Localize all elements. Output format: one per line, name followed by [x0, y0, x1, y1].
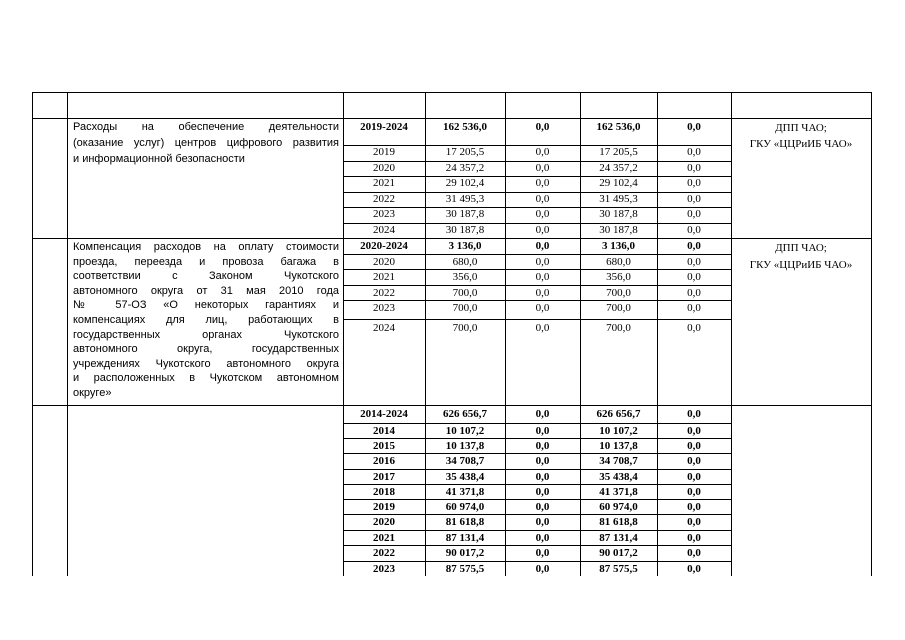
amount-district: 81 618,8: [599, 516, 638, 528]
year-row-divider: [343, 514, 732, 515]
amount-other: 0,0: [687, 471, 701, 483]
row-divider: [32, 238, 872, 239]
amount-other: 0,0: [687, 121, 701, 133]
year-cell: 2022: [373, 287, 395, 299]
row-description-line: и расположенных в Чукотском автономном: [73, 372, 339, 385]
amount-district: 700,0: [606, 302, 631, 314]
year-row-divider: [343, 484, 732, 485]
amount-total: 700,0: [452, 302, 478, 314]
row-description-line: компенсациях для лиц, работающих в: [73, 314, 339, 326]
year-row-divider: [343, 561, 732, 562]
amount-other: 0,0: [687, 193, 701, 205]
amount-total: 700,0: [452, 287, 478, 299]
amount-federal: 0,0: [535, 224, 550, 236]
amount-total: 30 187,8: [445, 208, 485, 220]
amount-federal: 0,0: [535, 302, 550, 314]
year-cell: 2019: [373, 146, 395, 158]
amount-district: 87 575,5: [599, 563, 638, 575]
amount-total: 30 187,8: [445, 224, 485, 236]
row-description-line: автономного округа от 31 мая 2010 года: [73, 284, 339, 297]
table-border: [32, 92, 33, 576]
amount-other: 0,0: [687, 256, 701, 268]
amount-district: 10 137,8: [599, 440, 638, 452]
amount-total: 81 618,8: [445, 516, 485, 528]
amount-district: 41 371,8: [599, 486, 638, 498]
row-description-line: соответствии с Законом Чукотского: [73, 270, 339, 283]
row-description-line: учреждениях Чукотского автономного округа: [73, 357, 339, 370]
amount-district: 10 107,2: [599, 425, 638, 437]
year-cell: 2020: [373, 256, 395, 268]
year-row-divider: [343, 469, 732, 470]
amount-total: 41 371,8: [445, 486, 485, 498]
amount-total: 626 656,7: [443, 408, 487, 420]
year-cell: 2024: [373, 224, 395, 236]
amount-total: 700,0: [452, 322, 478, 334]
year-cell: 2018: [373, 486, 395, 498]
amount-district: 700,0: [606, 322, 631, 334]
amount-total: 31 495,3: [445, 193, 485, 205]
amount-total: 162 536,0: [443, 121, 487, 133]
amount-other: 0,0: [687, 302, 701, 314]
table-border: [871, 92, 872, 576]
amount-total: 90 017,2: [445, 547, 485, 559]
year-cell: 2015: [373, 440, 395, 452]
amount-district: 29 102,4: [599, 177, 638, 189]
column-divider: [67, 92, 68, 576]
amount-federal: 0,0: [535, 177, 550, 189]
year-cell: 2022: [373, 193, 395, 205]
amount-federal: 0,0: [535, 471, 550, 483]
row-description-line: и информационной безопасности: [73, 153, 245, 165]
amount-other: 0,0: [687, 440, 701, 452]
amount-federal: 0,0: [535, 240, 550, 252]
amount-other: 0,0: [687, 486, 701, 498]
amount-total: 87 131,4: [445, 532, 485, 544]
amount-district: 60 974,0: [599, 501, 638, 513]
amount-federal: 0,0: [535, 322, 550, 334]
amount-federal: 0,0: [535, 486, 550, 498]
year-row-divider: [343, 545, 732, 546]
amount-federal: 0,0: [535, 516, 550, 528]
amount-district: 24 357,2: [599, 162, 638, 174]
responsible-executor: ГКУ «ЦЦРиИБ ЧАО»: [749, 138, 853, 150]
amount-federal: 0,0: [535, 287, 550, 299]
year-cell: 2019: [373, 501, 395, 513]
amount-other: 0,0: [687, 322, 701, 334]
amount-other: 0,0: [687, 146, 701, 158]
year-row-divider: [343, 300, 732, 301]
amount-district: 35 438,4: [599, 471, 638, 483]
amount-total: 24 357,2: [445, 162, 485, 174]
amount-other: 0,0: [687, 208, 701, 220]
amount-district: 356,0: [606, 271, 631, 283]
amount-other: 0,0: [687, 408, 701, 420]
year-row-divider: [343, 319, 732, 320]
amount-total: 3 136,0: [448, 240, 482, 252]
amount-other: 0,0: [687, 287, 701, 299]
amount-federal: 0,0: [535, 193, 550, 205]
amount-other: 0,0: [687, 271, 701, 283]
amount-federal: 0,0: [535, 162, 550, 174]
amount-other: 0,0: [687, 516, 701, 528]
year-row-divider: [343, 499, 732, 500]
year-row-divider: [343, 269, 732, 270]
amount-federal: 0,0: [535, 425, 550, 437]
amount-total: 10 137,8: [445, 440, 485, 452]
amount-federal: 0,0: [535, 208, 550, 220]
year-row-divider: [343, 438, 732, 439]
year-cell: 2020: [373, 162, 395, 174]
amount-district: 17 205,5: [599, 146, 638, 158]
amount-district: 31 495,3: [599, 193, 638, 205]
year-cell: 2016: [373, 455, 395, 467]
amount-federal: 0,0: [535, 256, 550, 268]
amount-other: 0,0: [687, 425, 701, 437]
year-cell: 2021: [373, 532, 395, 544]
year-cell: 2021: [373, 177, 395, 189]
row-description-line: Расходы на обеспечение деятельности: [73, 121, 339, 133]
amount-federal: 0,0: [535, 547, 550, 559]
amount-district: 30 187,8: [599, 208, 638, 220]
amount-federal: 0,0: [535, 121, 550, 133]
amount-federal: 0,0: [535, 501, 550, 513]
amount-district: 30 187,8: [599, 224, 638, 236]
amount-total: 60 974,0: [445, 501, 485, 513]
period-cell: 2019-2024: [360, 121, 408, 133]
amount-district: 34 708,7: [599, 455, 638, 467]
amount-federal: 0,0: [535, 563, 550, 575]
year-cell: 2014: [373, 425, 395, 437]
amount-district: 680,0: [606, 256, 631, 268]
year-cell: 2021: [373, 271, 395, 283]
amount-federal: 0,0: [535, 440, 550, 452]
row-description-line: автономного округа, государственных: [73, 343, 339, 356]
year-cell: 2017: [373, 471, 395, 483]
amount-federal: 0,0: [535, 146, 550, 158]
amount-other: 0,0: [687, 455, 701, 467]
amount-total: 10 107,2: [445, 425, 485, 437]
amount-other: 0,0: [687, 532, 701, 544]
year-row-divider: [343, 530, 732, 531]
amount-total: 87 575,5: [445, 563, 485, 575]
period-cell: 2014-2024: [360, 408, 408, 420]
year-cell: 2023: [373, 302, 395, 314]
year-cell: 2023: [373, 563, 395, 575]
column-divider: [731, 92, 732, 576]
year-row-divider: [343, 285, 732, 286]
amount-federal: 0,0: [535, 271, 550, 283]
amount-total: 17 205,5: [445, 146, 485, 158]
responsible-executor: ГКУ «ЦЦРиИБ ЧАО»: [749, 259, 853, 271]
amount-federal: 0,0: [535, 532, 550, 544]
amount-district: 162 536,0: [596, 121, 641, 133]
row-description-line: государственных органах Чукотского: [73, 328, 339, 341]
year-cell: 2020: [373, 516, 395, 528]
responsible-executor: ДПП ЧАО;: [775, 122, 827, 134]
amount-other: 0,0: [687, 563, 701, 575]
row-description-line: округе»: [73, 387, 112, 399]
amount-other: 0,0: [687, 547, 701, 559]
amount-district: 3 136,0: [602, 240, 635, 252]
amount-total: 35 438,4: [445, 471, 485, 483]
amount-other: 0,0: [687, 177, 701, 189]
amount-other: 0,0: [687, 501, 701, 513]
year-row-divider: [343, 423, 732, 424]
year-cell: 2024: [373, 322, 395, 334]
period-cell: 2020-2024: [360, 240, 408, 252]
year-cell: 2023: [373, 208, 395, 220]
year-cell: 2022: [373, 547, 395, 559]
amount-other: 0,0: [687, 240, 701, 252]
row-description-line: Компенсация расходов на оплату стоимости: [73, 241, 339, 253]
amount-other: 0,0: [687, 224, 701, 236]
amount-total: 34 708,7: [445, 455, 485, 467]
amount-total: 680,0: [452, 256, 478, 268]
year-row-divider: [343, 453, 732, 454]
row-description-line: (оказание услуг) центров цифрового развития: [73, 137, 339, 149]
amount-federal: 0,0: [535, 455, 550, 467]
row-description-line: проезда, переезда и провоза багажа в: [73, 255, 339, 268]
amount-district: 700,0: [606, 287, 631, 299]
amount-district: 87 131,4: [599, 532, 638, 544]
amount-other: 0,0: [687, 162, 701, 174]
row-divider: [32, 118, 872, 119]
amount-total: 356,0: [452, 271, 478, 283]
row-divider: [32, 92, 872, 93]
year-row-divider: [343, 254, 732, 255]
responsible-executor: ДПП ЧАО;: [775, 242, 827, 254]
row-description-line: № 57-ОЗ «О некоторых гарантиях и: [73, 299, 339, 312]
amount-federal: 0,0: [535, 408, 550, 420]
row-divider: [32, 405, 872, 406]
amount-total: 29 102,4: [445, 177, 485, 189]
amount-district: 626 656,7: [596, 408, 641, 420]
amount-district: 90 017,2: [599, 547, 638, 559]
